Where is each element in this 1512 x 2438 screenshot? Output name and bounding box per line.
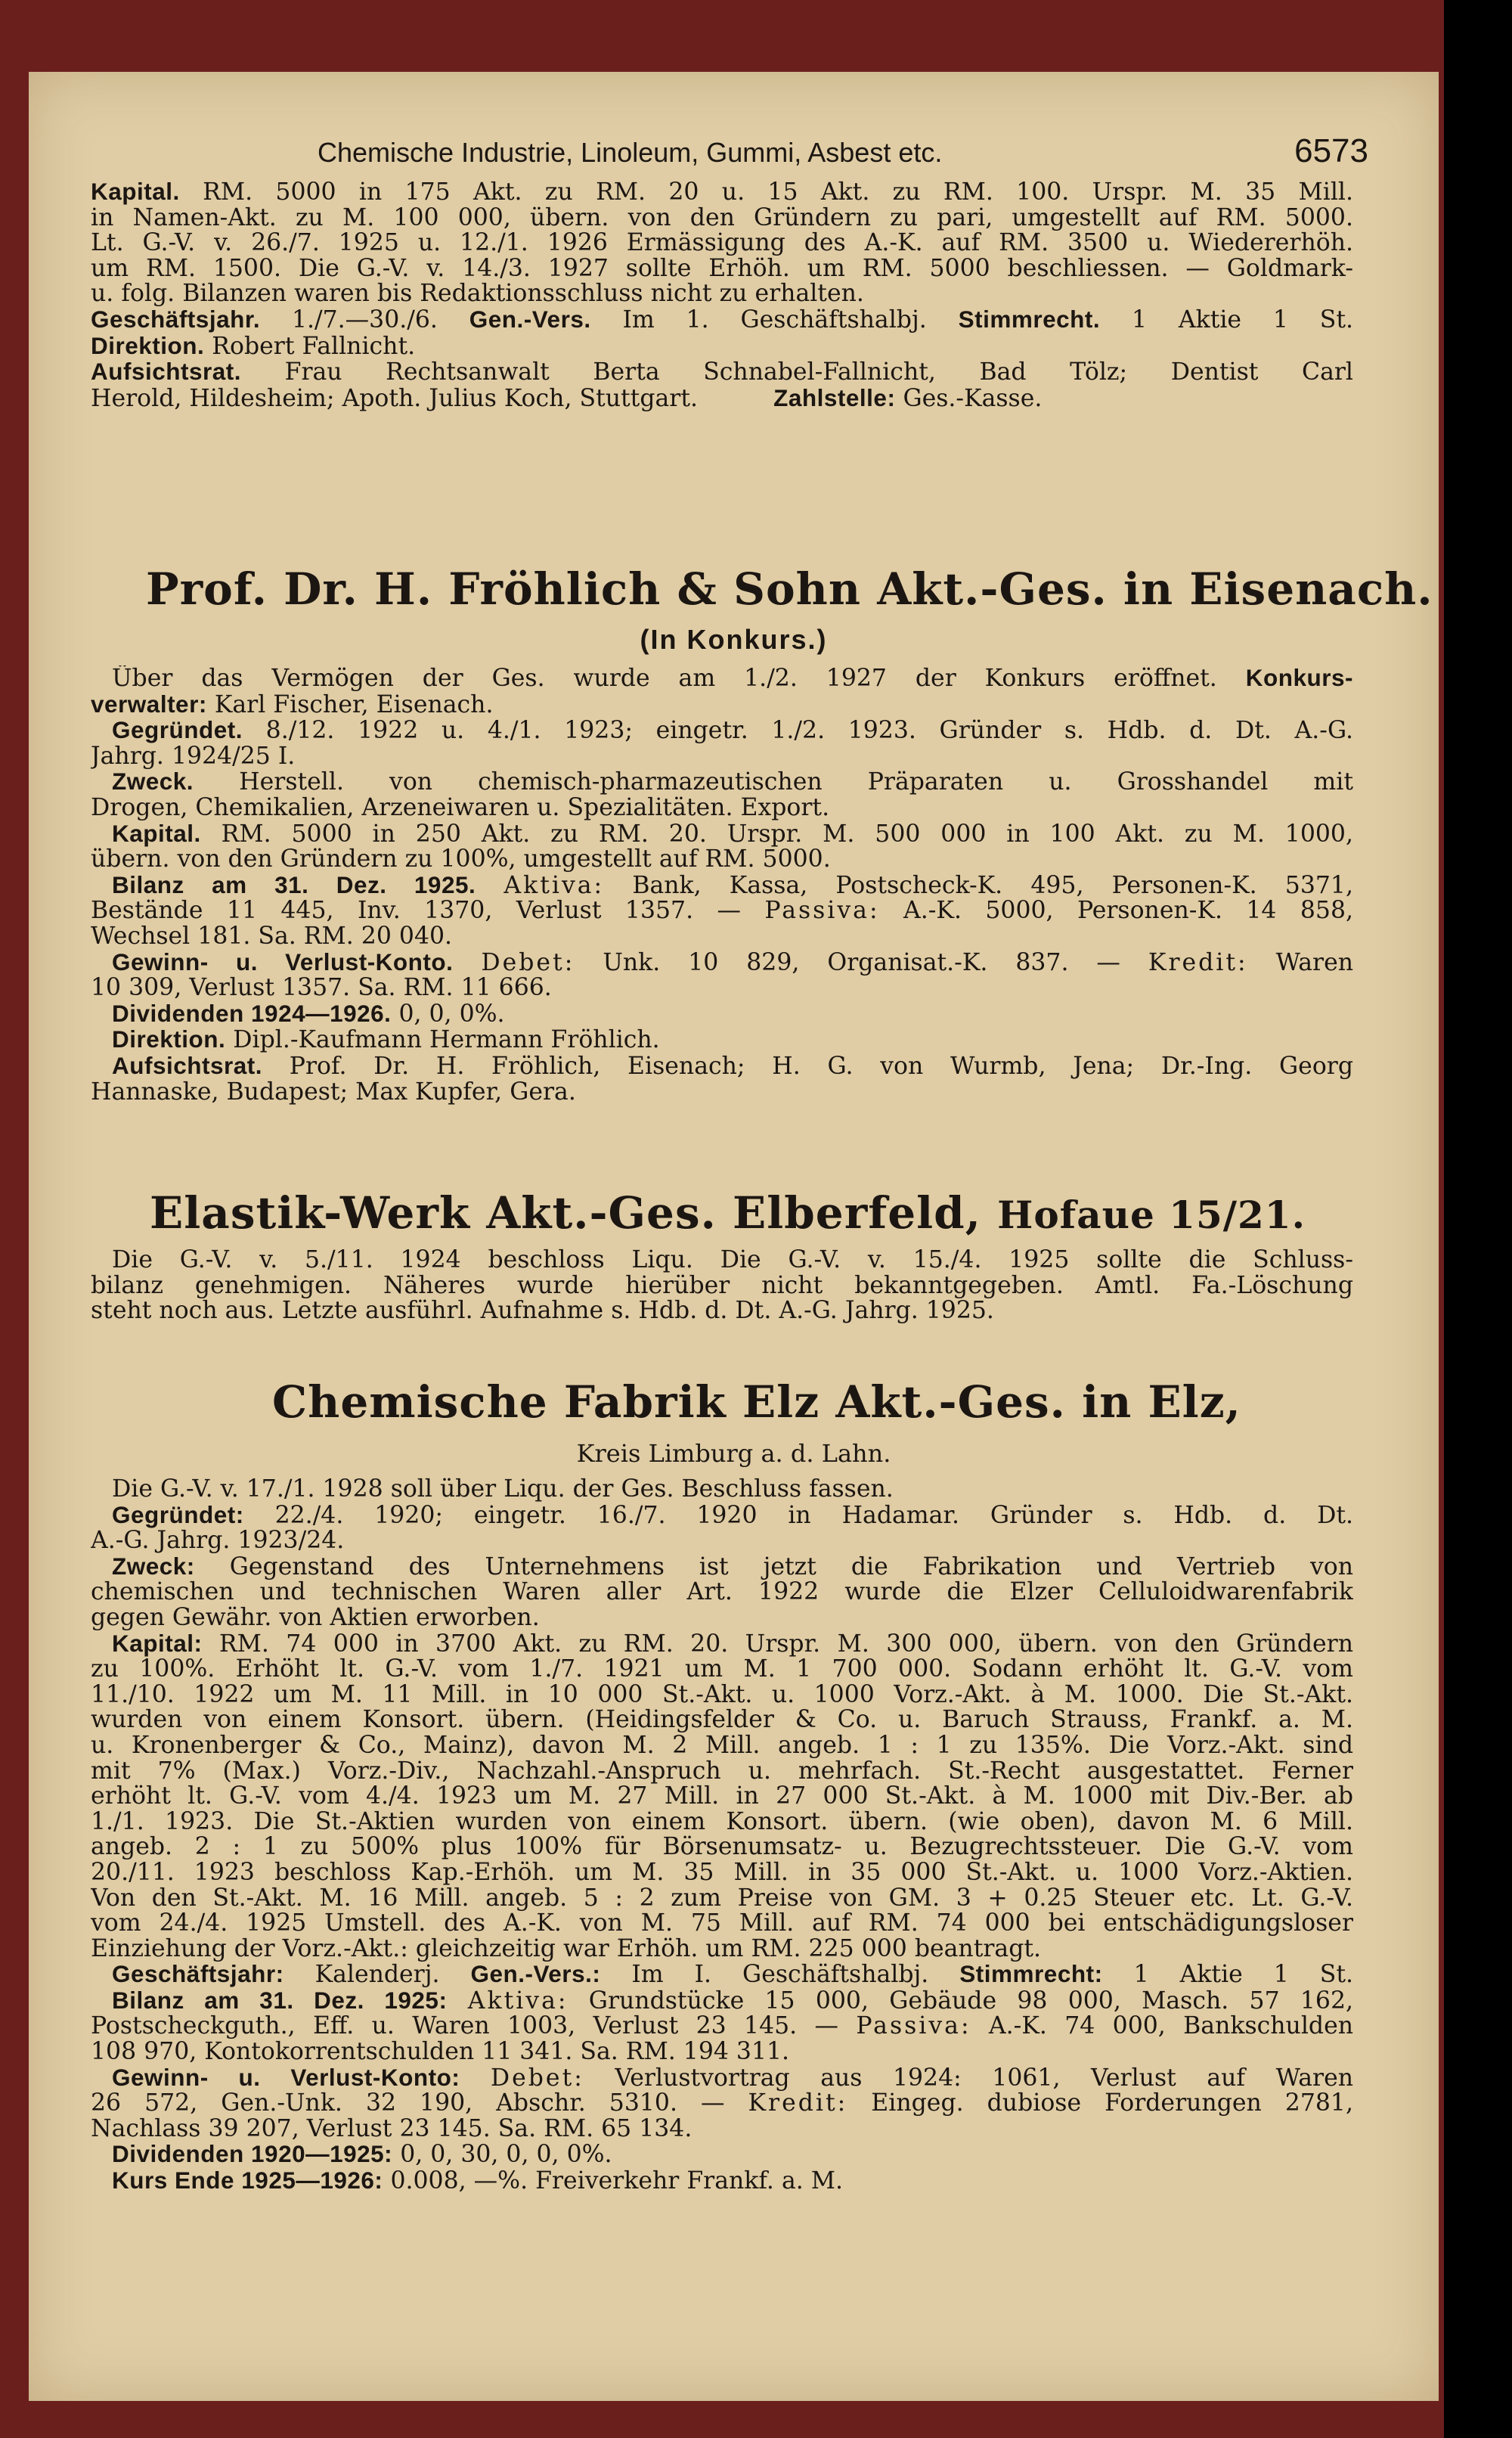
text-line: Über das Vermögen der Ges. wurde am 1./2. 1927 der Konkurs eröffnet. Konkurs- [112, 665, 1353, 692]
text-line: angeb. 2 : 1 zu 500% plus 100% für Börsenumsatz- u. Bezugrechtssteuer. Die G.-V. vom [91, 1835, 1353, 1860]
text-line: mit 7% (Max.) Vorz.-Div., Nachzahl.-Anspruch u. mehrfach. St.-Recht ausgestattet. Ferner [91, 1758, 1353, 1785]
text-line: 10 309, Verlust 1357. Sa. RM. 11 666. [91, 976, 552, 1001]
bilanz-line: Bilanz am 31. Dez. 1925. Aktiva: Bank, Kassa, Postscheck-K. 495, Personen-K. 5371, [112, 872, 1353, 899]
entry-title-froehlich: Prof. Dr. H. Fröhlich & Sohn Akt.-Ges. in Eisenach. [146, 563, 1433, 615]
kapital-line: Kapital. RM. 5000 in 175 Akt. zu RM. 20 u. 15 Akt. zu RM. 100. Urspr. M. 35 Mill. [91, 179, 1353, 206]
text-line: chemischen und technischen Waren aller Art. 1922 wurde die Elzer Celluloidwarenfabrik [91, 1580, 1353, 1605]
running-head-title: Chemische Industrie, Linoleum, Gummi, Asbest etc. [318, 137, 943, 168]
text-line: wurden von einem Konsort. übern. (Heidingsfelder & Co. u. Baruch Strauss, Frankf. a. M. [91, 1708, 1353, 1733]
entry-body-froehlich [91, 665, 1353, 1105]
text-line: in Namen-Akt. zu M. 100 000, übern. von den Gründern zu pari, umgestellt auf RM. 5000. [91, 205, 1353, 231]
text-line: Einziehung der Vorz.-Akt.: gleichzeitig war Erhöh. um RM. 225 000 beantragt. [91, 1936, 1042, 1962]
kurs-line: Kurs Ende 1925—1926: 0.008, —%. Freiverkehr Frankf. a. M. [112, 2168, 844, 2195]
entry-body-elastik [91, 1248, 1353, 1324]
text-line: Von den St.-Akt. M. 16 Mill. angeb. 5 : 2 zum Preise von GM. 3 + 0.25 Steuer etc. Lt. G.-V. [91, 1885, 1353, 1912]
text-line: bilanz genehmigen. Näheres wurde hierüber nicht bekanntgegeben. Amtl. Fa.-Löschung [91, 1273, 1353, 1299]
aufsichtsrat-line-2: Herold, Hildesheim; Apoth. Julius Koch, Stuttgart. Zahlstelle: Ges.-Kasse. [91, 385, 1043, 412]
page-number: 6573 [1294, 132, 1368, 169]
gegruendet-line: Gegründet. 8./12. 1922 u. 4./1. 1923; eingetr. 1./2. 1923. Gründer s. Hdb. d. Dt. A.-G. [112, 718, 1353, 744]
running-head [318, 131, 1368, 176]
text-line: A.-G. Jahrg. 1923/24. [91, 1528, 345, 1554]
dividenden-line: Dividenden 1924—1926. 0, 0, 0%. [112, 1000, 505, 1028]
text-line: übern. von den Gründern zu 100%, umgestellt auf RM. 5000. [91, 847, 831, 873]
guv-line: Gewinn- u. Verlust-Konto. Debet: Unk. 10 829, Organisat.-K. 837. — Kredit: Waren [112, 949, 1353, 976]
text-line: Bestände 11 445, Inv. 1370, Verlust 1357. — Passiva: A.-K. 5000, Personen-K. 14 858, [91, 898, 1353, 924]
text-line: vom 24./4. 1925 Umstell. des A.-K. von M. 75 Mill. auf RM. 74 000 bei entschädigungsloser [91, 1911, 1353, 1937]
text-line: Jahrg. 1924/25 I. [91, 743, 296, 770]
text-line: gegen Gewähr. von Aktien erworben. [91, 1605, 540, 1631]
text-line: 20./11. 1923 beschloss Kap.-Erhöh. um M. 35 Mill. in 35 000 St.-Akt. u. 1000 Vorz.-Aktien. [91, 1860, 1353, 1886]
text-line: Die G.-V. v. 5./11. 1924 beschloss Liqu. Die G.-V. v. 15./4. 1925 sollte die Schluss- [112, 1248, 1353, 1273]
text-line: Wechsel 181. Sa. RM. 20 040. [91, 923, 453, 950]
text-line: steht noch aus. Letzte ausführl. Aufnahme s. Hdb. d. Dt. A.-G. Jahrg. 1925. [91, 1298, 994, 1324]
entry-subtitle-elz: Kreis Limburg a. d. Lahn. [576, 1439, 891, 1468]
text-line: Die G.-V. v. 17./1. 1928 soll über Liqu. der Ges. Beschluss fassen. [112, 1477, 894, 1503]
text-line: Drogen, Chemikalien, Arzeneiwaren u. Spezialitäten. Export. [91, 795, 830, 821]
text-line: Lt. G.-V. v. 26./7. 1925 u. 12./1. 1926 Ermässigung des A.-K. auf RM. 3500 u. Wiedererhöh. [91, 231, 1353, 256]
text-line: Hannaske, Budapest; Max Kupfer, Gera. [91, 1079, 576, 1106]
text-line: 1./1. 1923. Die St.-Aktien wurden von einem Konsort. übern. (wie oben), davon M. 6 Mill. [91, 1809, 1353, 1835]
text-line: 26 572, Gen.-Unk. 32 190, Abschr. 5310. — Kredit: Eingeg. dubiose Forderungen 2781, [91, 2091, 1353, 2117]
text-line: verwalter: Karl Fischer, Eisenach. [91, 691, 494, 718]
direktion-line: Direktion. Dipl.-Kaufmann Hermann Fröhlich. [112, 1027, 660, 1053]
text-line: zu 100%. Erhöht lt. G.-V. vom 1./7. 1921 um M. 1 700 000. Sodann erhöht lt. G.-V. vom [91, 1657, 1353, 1683]
zweck-line: Zweck. Herstell. von chemisch-pharmazeutischen Präparaten u. Grosshandel mit [112, 769, 1353, 796]
geschaeftsjahr-line: Geschäftsjahr. 1./7.—30./6. Gen.-Vers. Im 1. Geschäftshalbj. Stimmrecht. 1 Aktie 1 St. [91, 306, 1353, 333]
guv-line: Gewinn- u. Verlust-Konto: Debet: Verlustvortrag aus 1924: 1061, Verlust auf Waren [112, 2064, 1353, 2092]
entry-title-elastik: Elastik-Werk Akt.-Ges. Elberfeld, Hofaue 15/21. [150, 1187, 1306, 1239]
entry-title-elz: Chemische Fabrik Elz Akt.-Ges. in Elz, [272, 1376, 1241, 1428]
bilanz-line: Bilanz am 31. Dez. 1925: Aktiva: Grundstücke 15 000, Gebäude 98 000, Masch. 57 162, [112, 1987, 1353, 2015]
geschaeftsjahr-line: Geschäftsjahr: Kalenderj. Gen.-Vers.: Im I. Geschäftshalbj. Stimmrecht: 1 Aktie 1 St. [112, 1962, 1353, 1988]
dividenden-line: Dividenden 1920—1925: 0, 0, 30, 0, 0, 0%. [112, 2142, 612, 2169]
text-line: Postscheckguth., Eff. u. Waren 1003, Verlust 23 145. — Passiva: A.-K. 74 000, Bankschulden [91, 2014, 1353, 2040]
kapital-line: Kapital: RM. 74 000 in 3700 Akt. zu RM. 20. Urspr. M. 300 000, übern. von den Gründern [112, 1630, 1353, 1658]
text-line: 108 970, Kontokorrentschulden 11 341. Sa. RM. 194 311. [91, 2039, 790, 2065]
entry-continuation [91, 179, 1353, 411]
direktion-line: Direktion. Robert Fallnicht. [91, 333, 416, 360]
aufsichtsrat-line: Aufsichtsrat. Prof. Dr. H. Fröhlich, Eisenach; H. G. von Wurmb, Jena; Dr.-Ing. Georg [112, 1053, 1353, 1080]
text-line: 11./10. 1922 um M. 11 Mill. in 10 000 St.-Akt. u. 1000 Vorz.-Akt. à M. 1000. Die St.-Akt. [91, 1682, 1353, 1708]
entry-subtitle-konkurs: (In Konkurs.) [640, 624, 828, 655]
aufsichtsrat-line: Aufsichtsrat. Frau Rechtsanwalt Berta Schnabel-Fallnicht, Bad Tölz; Dentist Carl [91, 359, 1353, 386]
text-line: u. Kronenberger & Co., Mainz), davon M. 2 Mill. angeb. 1 : 1 zu 135%. Die Vorz.-Akt. sind [91, 1732, 1353, 1759]
kapital-line: Kapital. RM. 5000 in 250 Akt. zu RM. 20. Urspr. M. 500 000 in 100 Akt. zu M. 1000, [112, 820, 1353, 848]
entry-body-elz [91, 1477, 1353, 2195]
text-line: erhöht lt. G.-V. vom 4./4. 1923 um M. 27 Mill. in 27 000 St.-Akt. à M. 1000 mit Div.-Ber. ab [91, 1784, 1353, 1810]
gegruendet-line: Gegründet: 22./4. 1920; eingetr. 16./7. 1920 in Hadamar. Gründer s. Hdb. d. Dt. [112, 1502, 1353, 1529]
text-line: Nachlass 39 207, Verlust 23 145. Sa. RM. 65 134. [91, 2116, 692, 2142]
text-line: u. folg. Bilanzen waren bis Redaktionsschluss nicht zu erhalten. [91, 281, 864, 307]
book-page [29, 72, 1439, 2401]
text-line: um RM. 1500. Die G.-V. v. 14./3. 1927 sollte Erhöh. um RM. 5000 beschliessen. — Goldmark- [91, 256, 1353, 282]
zweck-line: Zweck: Gegenstand des Unternehmens ist jetzt die Fabrikation und Vertrieb von [112, 1553, 1353, 1580]
